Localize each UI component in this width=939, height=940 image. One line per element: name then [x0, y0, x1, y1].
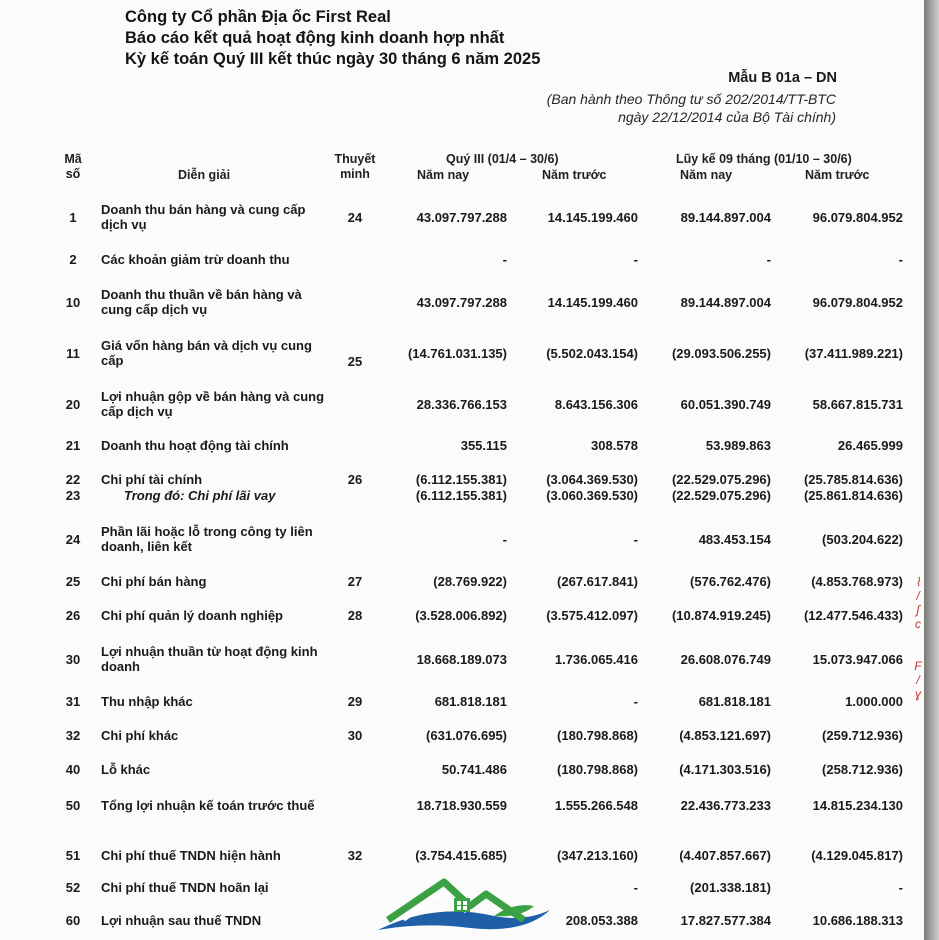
row-ytd-current: (29.093.506.255): [671, 346, 771, 361]
row-q3-previous: (180.798.868): [557, 728, 638, 743]
row-code: 2: [69, 252, 77, 267]
row-note-ref: 29: [347, 694, 363, 709]
row-ytd-previous: (25.785.814.636): [803, 472, 903, 487]
col-code-line-2: số: [65, 167, 81, 181]
row-ytd-previous: (259.712.936): [822, 728, 903, 743]
col-q3-previous: Năm trước: [542, 168, 607, 182]
row-ytd-current: (201.338.181): [690, 880, 771, 895]
col-code-header: [64, 152, 82, 182]
row-note-ref: 24: [347, 210, 363, 225]
issuance-line-2: ngày 22/12/2014 của Bộ Tài chính): [618, 109, 836, 125]
row-code: 20: [65, 397, 81, 412]
row-code: 32: [65, 728, 81, 743]
row-ytd-current: (10.874.919.245): [671, 608, 771, 623]
row-q3-current: (6.112.155.381): [415, 472, 507, 487]
row-code: 31: [65, 694, 81, 709]
col-note-line-1: Thuyết: [334, 152, 376, 166]
row-ytd-current: 89.144.897.004: [680, 295, 771, 310]
row-ytd-current: (576.762.476): [690, 574, 771, 589]
row-ytd-current: 26.608.076.749: [680, 652, 771, 667]
row-ytd-current: 89.144.897.004: [680, 210, 771, 225]
row-code: 23: [65, 488, 81, 503]
issuance-note: [547, 90, 836, 126]
row-q3-previous: (267.617.841): [557, 574, 638, 589]
row-q3-previous: 8.643.156.306: [554, 397, 638, 412]
row-ytd-previous: 15.073.947.066: [812, 652, 903, 667]
row-ytd-current: -: [766, 252, 771, 267]
row-ytd-previous: (503.204.622): [822, 532, 903, 547]
row-q3-current: 355.115: [460, 438, 507, 453]
row-ytd-previous: (4.129.045.817): [811, 848, 903, 863]
row-q3-previous: 14.145.199.460: [547, 295, 638, 310]
row-code: 40: [65, 762, 81, 777]
row-note-ref: 30: [347, 728, 363, 743]
row-code: 26: [65, 608, 81, 623]
row-ytd-previous: 1.000.000: [845, 694, 903, 709]
row-description: Trong đó: Chi phí lãi vay: [124, 488, 276, 503]
row-description: Doanh thu bán hàng và cung cấp dịch vụ: [101, 202, 306, 232]
row-q3-current: (14.761.031.135): [407, 346, 507, 361]
row-ytd-previous: (4.853.768.973): [811, 574, 903, 589]
row-description: Doanh thu thuần về bán hàng và cung cấp dịch vụ: [101, 287, 302, 317]
col-q3-header: Quý III (01/4 – 30/6): [446, 152, 559, 166]
row-q3-previous: (347.213.160): [557, 848, 638, 863]
row-q3-previous: -: [633, 252, 638, 267]
col-code-line-1: Mã: [64, 152, 82, 166]
row-description: Lợi nhuận thuần từ hoạt động kinh doanh: [101, 644, 318, 674]
row-description: Chi phí thuế TNDN hoãn lại: [101, 880, 269, 895]
row-q3-previous: (3.575.412.097): [546, 608, 638, 623]
row-description: Chi phí khác: [101, 728, 179, 743]
row-ytd-current: (4.171.303.516): [679, 762, 771, 777]
row-q3-previous: -: [633, 880, 638, 895]
row-q3-current: (28.769.922): [433, 574, 507, 589]
row-ytd-previous: 10.686.188.313: [812, 913, 903, 928]
row-description: Chi phí quản lý doanh nghiệp: [101, 608, 283, 623]
row-ytd-previous: 96.079.804.952: [812, 295, 903, 310]
form-code: Mẫu B 01a – DN: [728, 70, 837, 86]
row-code: 1: [69, 210, 77, 225]
row-q3-current: 43.097.797.288: [416, 210, 507, 225]
row-q3-current: 50.741.486: [441, 762, 507, 777]
col-q3-current: Năm nay: [417, 168, 470, 182]
row-note-ref: 28: [347, 608, 363, 623]
report-period: Kỳ kế toán Quý III kết thúc ngày 30 tháng 6 năm 2025: [125, 50, 541, 68]
row-ytd-current: (4.407.857.667): [679, 848, 771, 863]
col-note-line-2: minh: [340, 167, 370, 181]
watermark-logo: [374, 872, 556, 940]
row-description: Thu nhập khác: [101, 694, 193, 709]
row-ytd-current: 22.436.773.233: [680, 798, 771, 813]
row-ytd-previous: (12.477.546.433): [803, 608, 903, 623]
row-code: 60: [65, 913, 81, 928]
row-note-ref: 27: [347, 574, 363, 589]
row-code: 21: [65, 438, 81, 453]
row-q3-previous: 208.053.388: [565, 913, 638, 928]
row-ytd-current: (22.529.075.296): [671, 488, 771, 503]
row-description: Lợi nhuận gộp về bán hàng và cung cấp dịch vụ: [101, 389, 325, 419]
col-ytd-previous: Năm trước: [805, 168, 870, 182]
row-q3-current: 18.718.930.559: [416, 798, 507, 813]
row-code: 52: [65, 880, 81, 895]
row-description: Giá vốn hàng bán và dịch vụ cung cấp: [101, 338, 312, 368]
row-ytd-previous: 26.465.999: [837, 438, 903, 453]
row-q3-current: -: [502, 252, 507, 267]
row-q3-previous: (3.060.369.530): [546, 488, 638, 503]
row-description: Chi phí thuế TNDN hiện hành: [101, 848, 281, 863]
row-q3-current: 18.668.189.073: [416, 652, 507, 667]
row-q3-previous: (3.064.369.530): [546, 472, 638, 487]
col-ytd-header: Lũy kế 09 tháng (01/10 – 30/6): [676, 152, 852, 166]
row-code: 11: [66, 346, 80, 361]
handwritten-margin-mark: ⌇ / ʃ c F / ɣ: [914, 575, 922, 701]
row-ytd-previous: (37.411.989.221): [804, 346, 903, 361]
col-note-header: [330, 152, 380, 182]
row-q3-current: (3.528.006.892): [415, 608, 507, 623]
row-ytd-current: 17.827.577.384: [680, 913, 771, 928]
row-code: 24: [65, 532, 81, 547]
row-ytd-current: 483.453.154: [698, 532, 771, 547]
row-q3-current: (6.112.155.381): [415, 488, 507, 503]
row-description: Các khoản giảm trừ doanh thu: [101, 252, 290, 267]
row-q3-current: 43.097.797.288: [416, 295, 507, 310]
row-code: 22: [65, 472, 81, 487]
row-q3-current: 681.818.181: [434, 694, 507, 709]
row-ytd-current: (22.529.075.296): [671, 472, 771, 487]
row-q3-previous: (180.798.868): [557, 762, 638, 777]
row-q3-previous: 14.145.199.460: [547, 210, 638, 225]
row-ytd-previous: 58.667.815.731: [812, 397, 903, 412]
row-ytd-previous: 96.079.804.952: [812, 210, 903, 225]
row-q3-current: (631.076.695): [426, 728, 507, 743]
row-description: Lỗ khác: [101, 762, 151, 777]
row-description: Lợi nhuận sau thuế TNDN: [101, 913, 262, 928]
company-name: Công ty Cổ phần Địa ốc First Real: [125, 8, 391, 26]
row-note-ref: 32: [347, 848, 363, 863]
row-code: 51: [65, 848, 81, 863]
row-q3-previous: 1.555.266.548: [554, 798, 638, 813]
row-ytd-previous: (25.861.814.636): [803, 488, 903, 503]
row-code: 10: [65, 295, 81, 310]
row-q3-previous: 308.578: [591, 438, 638, 453]
row-description: Chi phí tài chính: [101, 472, 203, 487]
row-description: Phần lãi hoặc lỗ trong công ty liên doanh, liên kết: [101, 524, 313, 554]
row-ytd-previous: 14.815.234.130: [812, 798, 903, 813]
row-q3-current: 28.336.766.153: [416, 397, 507, 412]
row-note-ref: 25: [347, 354, 363, 369]
row-description: Tổng lợi nhuận kế toán trước thuế: [101, 798, 315, 813]
row-description: Doanh thu hoạt động tài chính: [101, 438, 289, 453]
report-title: Báo cáo kết quả hoạt động kinh doanh hợp nhất: [125, 29, 505, 47]
row-ytd-current: (4.853.121.697): [679, 728, 771, 743]
row-q3-current: (3.754.415.685): [415, 848, 507, 863]
row-ytd-previous: -: [898, 880, 903, 895]
row-q3-previous: -: [633, 694, 638, 709]
row-q3-current: -: [502, 532, 507, 547]
row-description: Chi phí bán hàng: [101, 574, 207, 589]
row-ytd-current: 681.818.181: [698, 694, 771, 709]
row-note-ref: 26: [347, 472, 363, 487]
row-q3-previous: -: [633, 532, 638, 547]
row-code: 30: [65, 652, 81, 667]
row-code: 25: [65, 574, 81, 589]
row-code: 50: [65, 798, 81, 813]
row-ytd-previous: -: [898, 252, 903, 267]
col-ytd-current: Năm nay: [680, 168, 733, 182]
row-ytd-current: 60.051.390.749: [680, 397, 771, 412]
row-ytd-current: 53.989.863: [705, 438, 771, 453]
row-ytd-previous: (258.712.936): [822, 762, 903, 777]
col-desc-header: Diễn giải: [178, 168, 231, 182]
row-q3-previous: 1.736.065.416: [554, 652, 638, 667]
scan-edge: [924, 0, 939, 940]
row-q3-previous: (5.502.043.154): [546, 346, 638, 361]
issuance-line-1: (Ban hành theo Thông tư số 202/2014/TT-BTC: [546, 91, 836, 107]
